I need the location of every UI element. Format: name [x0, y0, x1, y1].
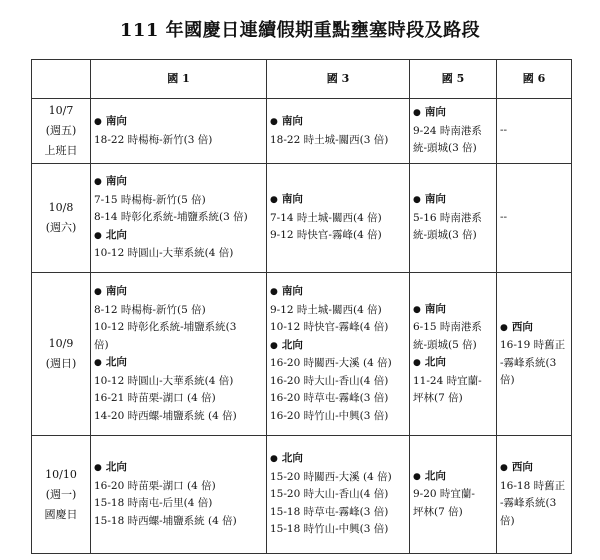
direction-label: ● 北向 [94, 459, 263, 478]
date-line: (週五) [45, 124, 77, 137]
date-line: (週一) [45, 487, 77, 501]
segment-line: 10-12 時圓山-大華系統(4 倍) [94, 374, 234, 387]
congestion-table [31, 59, 572, 554]
date-cell [32, 436, 91, 554]
segment-line: 15-20 時大山-香山(4 倍) [270, 488, 389, 501]
segment-line: 11-24 時宜蘭- [413, 374, 482, 387]
segment-line: 16-20 時苗栗-湖口 (4 倍) [94, 479, 216, 492]
cell-freeway-3 [267, 164, 410, 273]
segment-line: 9-20 時宜蘭- [413, 488, 475, 501]
segment-line: 16-18 時舊正 [500, 479, 566, 492]
cell-freeway-5 [410, 436, 497, 554]
segment-line: 7-14 時土城-關西(4 倍) [270, 211, 382, 224]
header-row [32, 60, 572, 99]
direction-label: ● 南向 [413, 301, 493, 320]
segment-line: 10-12 時快官-霧峰(4 倍) [270, 321, 389, 333]
segment-line: 倍) [94, 338, 109, 351]
segment-line: 統-頭城(5 倍) [413, 338, 477, 351]
cell-freeway-6 [497, 164, 572, 273]
page-title: 111 年國慶日連續假期重點壅塞時段及路段 [119, 20, 481, 41]
date-line: 上班日 [44, 144, 78, 157]
direction-label: ● 南向 [413, 104, 493, 123]
cell-freeway-5 [410, 164, 497, 273]
cell-freeway-6 [497, 273, 572, 436]
table-row [32, 273, 572, 436]
cell-freeway-1 [91, 436, 267, 554]
segment-line: 8-14 時彰化系統-埔鹽系統(3 倍) [94, 211, 248, 224]
header-freeway-1: 國 1 [91, 60, 267, 99]
direction-label: ● 北向 [413, 354, 493, 373]
direction-label: ● 南向 [94, 283, 263, 302]
date-line: 國慶日 [44, 507, 78, 521]
date-line: 10/9 [48, 337, 74, 350]
direction-label: ● 北向 [270, 337, 406, 356]
cell-freeway-5 [410, 273, 497, 436]
direction-label: ● 南向 [94, 173, 263, 192]
segment-line: 15-18 時南屯-后里(4 倍) [94, 497, 213, 509]
date-line: (週日) [45, 357, 77, 370]
direction-label: ● 北向 [270, 450, 406, 469]
segment-line: 倍) [500, 374, 515, 386]
segment-line: 15-20 時關西-大溪 (4 倍) [270, 470, 392, 483]
direction-label: ● 西向 [500, 459, 568, 478]
cell-freeway-3 [267, 99, 410, 164]
cell-freeway-3 [267, 273, 410, 436]
direction-label: ● 北向 [413, 468, 493, 487]
segment-line: -霧峰系統(3 [500, 356, 557, 369]
header-freeway-3: 國 3 [267, 60, 410, 99]
date-cell [32, 164, 91, 273]
segment-line: 16-20 時關西-大溪 (4 倍) [270, 357, 392, 369]
segment-line: 10-12 時圓山-大華系統(4 倍) [94, 247, 234, 260]
segment-line: 15-18 時竹山-中興(3 倍) [270, 523, 389, 536]
direction-label: ● 南向 [94, 113, 263, 132]
segment-line: 6-15 時南港系 [413, 321, 482, 333]
segment-line: 統-頭城(3 倍) [413, 142, 477, 155]
direction-label: ● 北向 [94, 227, 263, 246]
direction-label: ● 南向 [270, 283, 406, 302]
segment-line: 16-21 時苗栗-湖口 (4 倍) [94, 392, 216, 404]
cell-freeway-6 [497, 436, 572, 554]
date-line: (週六) [45, 221, 77, 234]
segment-line: 14-20 時西螺-埔鹽系統 (4 倍) [94, 409, 237, 422]
empty-marker: -- [500, 211, 508, 224]
date-cell [32, 99, 91, 164]
cell-freeway-1 [91, 164, 267, 273]
segment-line: 16-20 時大山-香山(4 倍) [270, 374, 389, 387]
segment-line: 18-22 時土城-關西(3 倍) [270, 133, 389, 146]
cell-freeway-1 [91, 273, 267, 436]
date-line: 10/7 [48, 104, 74, 117]
date-line: 10/10 [45, 467, 77, 481]
segment-line: 坪林(7 倍) [413, 505, 463, 518]
segment-line: 9-12 時快官-霧峰(4 倍) [270, 229, 382, 242]
header-freeway-5: 國 5 [410, 60, 497, 99]
segment-line: 9-24 時南港系 [413, 124, 482, 137]
cell-freeway-6 [497, 99, 572, 164]
table-row [32, 164, 572, 273]
date-cell [32, 273, 91, 436]
table-row [32, 99, 572, 164]
segment-line: 8-12 時楊梅-新竹(5 倍) [94, 303, 206, 316]
segment-line: 16-20 時草屯-霧峰(3 倍) [270, 392, 389, 404]
segment-line: 10-12 時彰化系統-埔鹽系統(3 [94, 321, 237, 333]
direction-label: ● 北向 [94, 354, 263, 373]
direction-label: ● 西向 [500, 319, 568, 338]
header-freeway-6: 國 6 [497, 60, 572, 99]
segment-line: 15-18 時草屯-霧峰(3 倍) [270, 505, 389, 518]
segment-line: 15-18 時西螺-埔鹽系統 (4 倍) [94, 514, 237, 527]
segment-line: -霧峰系統(3 [500, 497, 557, 509]
table-row [32, 436, 572, 554]
segment-line: 倍) [500, 514, 515, 527]
direction-label: ● 南向 [413, 191, 493, 210]
date-line: 10/8 [48, 201, 74, 214]
segment-line: 5-16 時南港系 [413, 211, 482, 224]
direction-label: ● 南向 [270, 113, 406, 132]
segment-line: 18-22 時楊梅-新竹(3 倍) [94, 133, 213, 146]
segment-line: 9-12 時土城-關西(4 倍) [270, 303, 382, 316]
empty-marker: -- [500, 124, 508, 137]
segment-line: 16-20 時竹山-中興(3 倍) [270, 409, 389, 422]
segment-line: 統-頭城(3 倍) [413, 229, 477, 242]
direction-label: ● 南向 [270, 191, 406, 210]
header-corner [32, 60, 91, 99]
segment-line: 7-15 時楊梅-新竹(5 倍) [94, 193, 206, 206]
cell-freeway-3 [267, 436, 410, 554]
segment-line: 16-19 時舊正 [500, 339, 566, 351]
cell-freeway-5 [410, 99, 497, 164]
segment-line: 坪林(7 倍) [413, 392, 463, 404]
cell-freeway-1 [91, 99, 267, 164]
